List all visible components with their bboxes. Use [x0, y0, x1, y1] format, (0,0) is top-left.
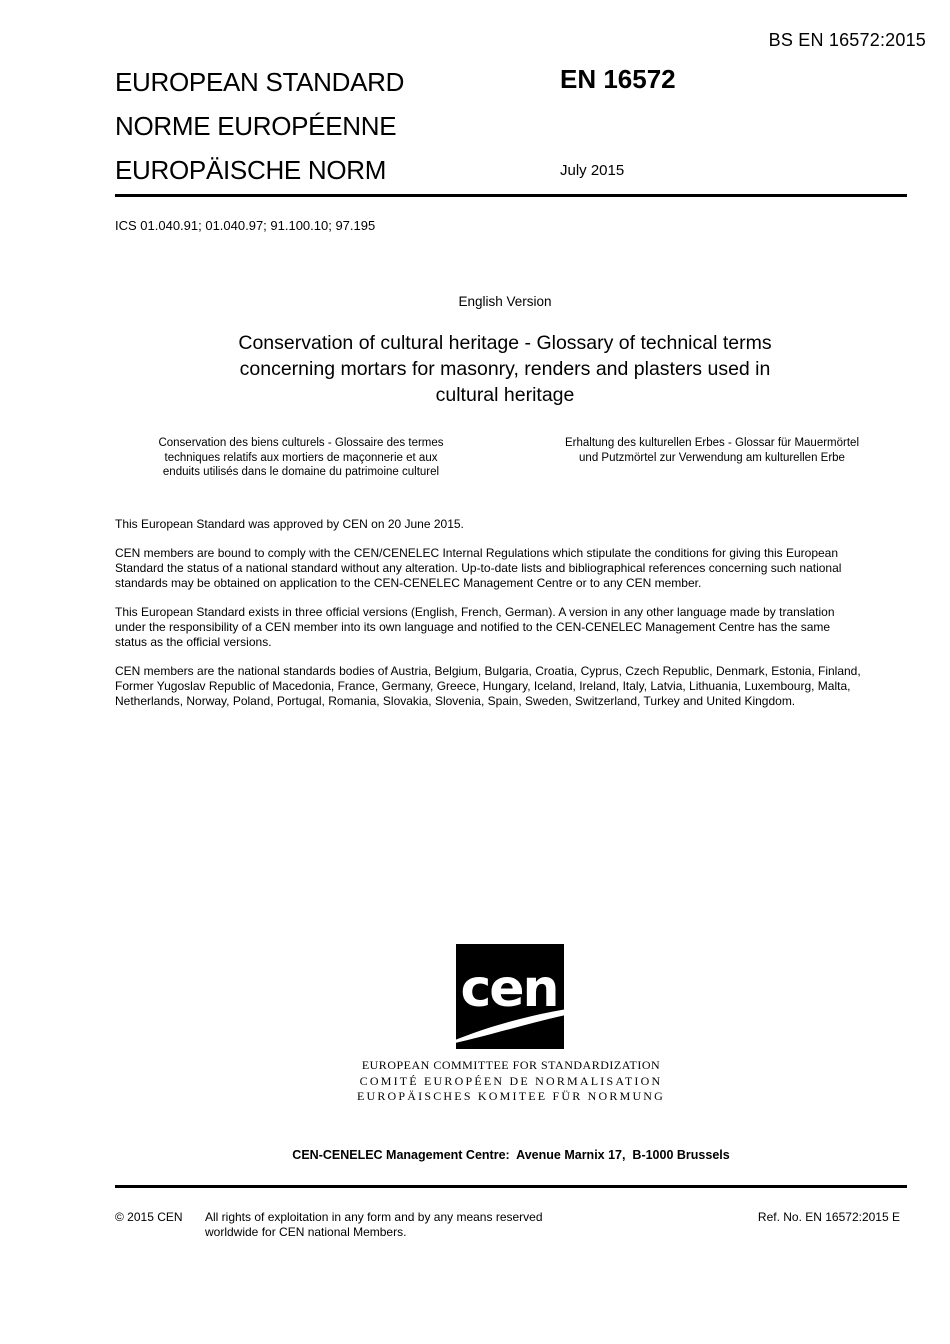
- committee-name-fr: COMITÉ EUROPÉEN DE NORMALISATION: [359, 1073, 663, 1088]
- subtitle-german-line: Erhaltung des kulturellen Erbes - Glossar für Mauermörtel: [564, 437, 859, 449]
- subtitle-french: [115, 436, 487, 480]
- document-title-line: concerning mortars for masonry, renders and plasters used in: [239, 358, 771, 380]
- standard-label-en: EUROPEAN STANDARD: [115, 67, 405, 97]
- reference-number: Ref. No. EN 16572:2015 E: [757, 1210, 900, 1224]
- subtitle-german-line: und Putzmörtel zur Verwendung am kulturellen Erbe: [579, 451, 845, 464]
- document-title-line: cultural heritage: [435, 384, 575, 406]
- cen-logo-text: cen: [460, 959, 558, 1019]
- subtitle-french-line: enduits utilisés dans le domaine du patrimoine culturel: [162, 466, 440, 478]
- members-paragraph: CEN members are the national standards bodies of Austria, Belgium, Bulgaria, Croatia, Cyprus, Czech Republic, Denmark, Estonia, Finland, Former Yugoslav Republic of Macedonia, France, Germany, Greece, Hungary, Iceland, Ireland, Italy, Latvia, Lithuania, Luxembourg, Malta, Netherlands, Norway, Poland, Portugal, Romania, Slovakia, Slovenia, Spain, Sweden, Switzerland, Turkey and United Kingdom.: [115, 664, 861, 708]
- versions-paragraph: This European Standard exists in three official versions (English, French, German). A version in any other language made by translation under the responsibility of a CEN member into its own language and notified to the CEN-CENELEC Management Centre has the same status as the official versions.: [115, 605, 835, 649]
- version-label: English Version: [458, 294, 552, 309]
- ics-codes: ICS 01.040.91; 01.040.97; 91.100.10; 97.195: [115, 218, 376, 233]
- standard-label-de: EUROPÄISCHE NORM: [115, 155, 387, 185]
- copyright-notice: © 2015 CEN: [115, 1210, 183, 1224]
- bs-reference: BS EN 16572:2015: [768, 30, 926, 50]
- committee-names: [115, 1058, 907, 1105]
- header-rule: [115, 194, 907, 197]
- standard-label-fr: NORME EUROPÉENNE: [115, 111, 397, 141]
- footer-rule: [115, 1185, 907, 1188]
- publication-date: July 2015: [560, 162, 625, 179]
- committee-name-de: EUROPÄISCHES KOMITEE FÜR NORMUNG: [356, 1089, 666, 1103]
- subtitle-german: [518, 436, 906, 465]
- document-title-line: Conservation of cultural heritage - Glossary of technical terms: [238, 332, 772, 354]
- committee-name-en: EUROPEAN COMMITTEE FOR STANDARDIZATION: [361, 1058, 661, 1072]
- subtitle-french-line: Conservation des biens culturels - Glossaire des termes: [158, 437, 444, 449]
- cen-logo-icon: [436, 938, 586, 1056]
- standard-number: EN 16572: [560, 64, 676, 94]
- rights-statement: All rights of exploitation in any form and by any means reserved worldwide for CEN national Members.: [205, 1210, 543, 1239]
- standard-header: [115, 60, 404, 192]
- document-title: [115, 330, 895, 408]
- regulations-paragraph: CEN members are bound to comply with the CEN/CENELEC Internal Regulations which stipulate the conditions for giving this European Standard the status of a national standard without any alteration. Up-to-date lists and bibliographical references concerning such national standards may be obtained on application to the CEN-CENELEC Management Centre or to any CEN member.: [115, 546, 842, 590]
- management-centre-address: CEN-CENELEC Management Centre: Avenue Marnix 17, B-1000 Brussels: [292, 1148, 730, 1162]
- body-paragraphs: [115, 517, 863, 709]
- approval-paragraph: This European Standard was approved by CEN on 20 June 2015.: [115, 517, 464, 531]
- cen-logo: [115, 938, 907, 1056]
- subtitle-french-line: techniques relatifs aux mortiers de maçonnerie et aux: [164, 451, 438, 464]
